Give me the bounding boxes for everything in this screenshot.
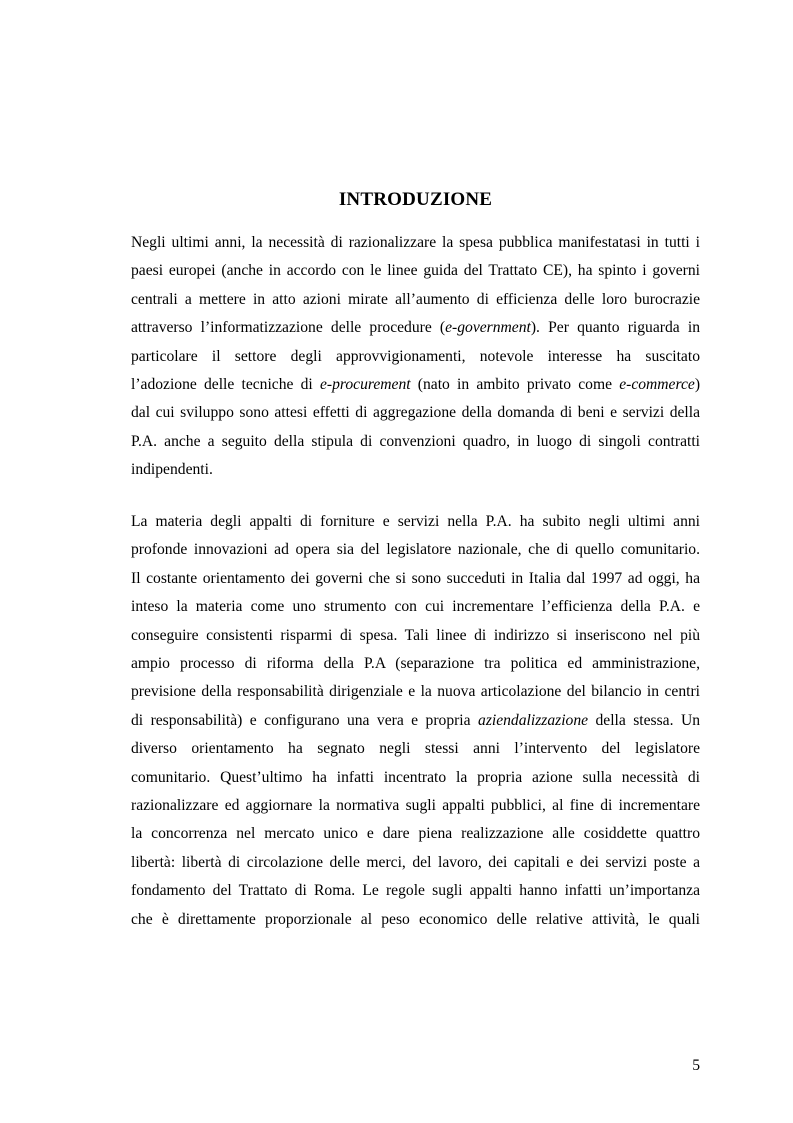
text-line: La materia degli appalti di forniture e servizi nella P.A. ha subito negli ultimi anni: [131, 513, 700, 530]
text-line: la concorrenza nel mercato unico e dare piena realizzazione alle cosiddette quattro: [131, 825, 700, 843]
paragraph-2: [131, 508, 700, 934]
page-title: INTRODUZIONE: [338, 189, 493, 210]
italic-term: e-government: [445, 319, 531, 337]
text-line: [131, 707, 700, 735]
text-line: razionalizzare ed aggiornare la normativa sugli appalti pubblici, al fine di incrementare: [131, 797, 700, 815]
text-line: conseguire consistenti risparmi di spesa. Tali linee di indirizzo si inseriscono nel più: [131, 626, 700, 644]
italic-term: e-procurement: [319, 376, 411, 394]
italic-term: e-commerce: [619, 376, 695, 394]
text-line: Negli ultimi anni, la necessità di razionalizzare la spesa pubblica manifestatasi in tutti i: [131, 234, 700, 251]
text-line: [131, 371, 700, 399]
text-segment: attraverso l’informatizzazione delle procedure (: [131, 319, 446, 337]
text-line: che è direttamente proporzionale al peso economico delle relative attività, le quali: [131, 910, 700, 928]
page-number: 5: [692, 1057, 700, 1074]
text-line: profonde innovazioni ad opera sia del legislatore nazionale, che di quello comunitario.: [131, 541, 700, 559]
text-line: Il costante orientamento dei governi che si sono succeduti in Italia dal 1997 ad oggi, ha: [131, 569, 700, 587]
text-line: particolare il settore degli approvvigionamenti, notevole interesse ha suscitato: [131, 347, 700, 365]
text-segment: della stessa. Un: [588, 711, 701, 729]
text-line: comunitario. Quest’ultimo ha infatti incentrato la propria azione sulla necessità di: [131, 768, 700, 786]
text-segment: l’adozione delle tecniche di: [131, 376, 320, 394]
text-line: ampio processo di riforma della P.A (separazione tra politica ed amministrazione,: [131, 655, 700, 673]
text-segment: (nato in ambito privato come: [410, 376, 620, 394]
text-line: indipendenti.: [131, 461, 213, 479]
text-segment: ). Per quanto riguarda in: [530, 319, 700, 337]
text-line: P.A. anche a seguito della stipula di convenzioni quadro, in luogo di singoli contratti: [131, 432, 700, 450]
text-segment: di responsabilità) e configurano una vera e propria: [131, 711, 479, 729]
text-line: previsione della responsabilità dirigenziale e la nuova articolazione del bilancio in centri: [131, 683, 700, 701]
text-line: diverso orientamento ha segnato negli stessi anni l’intervento del legislatore: [131, 740, 700, 758]
text-line: inteso la materia come uno strumento con cui incrementare l’efficienza della P.A. e: [131, 598, 700, 616]
paragraph-1: [131, 229, 700, 485]
text-line: centrali a mettere in atto azioni mirate all’aumento di efficienza delle loro burocrazie: [131, 290, 700, 308]
text-line: [131, 314, 700, 342]
text-line: fondamento del Trattato di Roma. Le regole sugli appalti hanno infatti un’importanza: [131, 882, 700, 900]
italic-term: aziendalizzazione: [478, 711, 589, 729]
text-line: libertà: libertà di circolazione delle merci, del lavoro, dei capitali e dei servizi poste a: [131, 853, 700, 871]
text-line: dal cui sviluppo sono attesi effetti di aggregazione della domanda di beni e servizi della: [131, 404, 700, 422]
text-line: paesi europei (anche in accordo con le linee guida del Trattato CE), ha spinto i governi: [131, 262, 700, 280]
text-segment: ): [694, 376, 701, 394]
